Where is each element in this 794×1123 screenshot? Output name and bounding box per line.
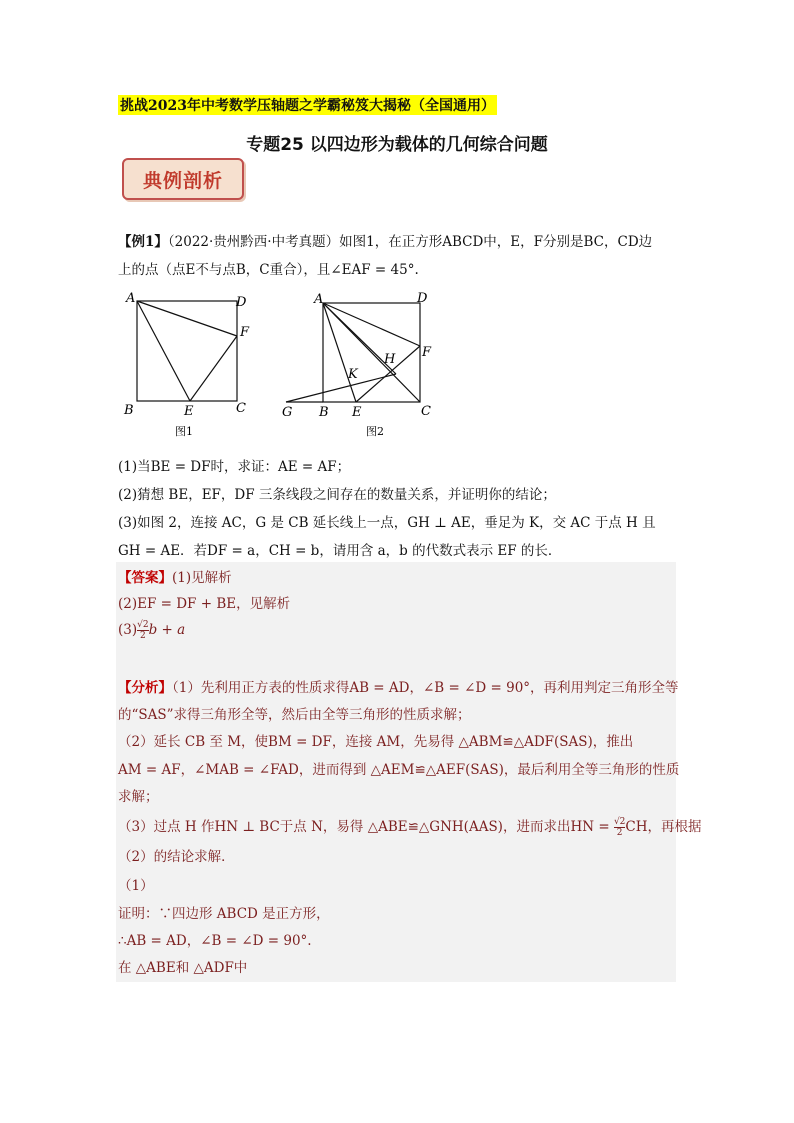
analysis-2a: （2）延长 CB 至 M，使BM = DF，连接 AM，先易得 △ABM≌△ADF(SAS)，推出	[118, 734, 634, 750]
fig2-label-e: E	[352, 405, 362, 420]
answer-3-fraction-den: 2	[139, 631, 146, 641]
fig2-label-d: D	[417, 291, 428, 306]
analysis-1a-text: （1）先利用正方表的性质求得AB = AD，∠B = ∠D = 90°，再利用判定三角形全等	[172, 680, 679, 696]
analysis-3a-fraction-num: √2	[613, 817, 626, 827]
header-prefix: 挑战	[120, 98, 148, 114]
answer-3	[118, 620, 185, 641]
fig2-label-g: G	[282, 405, 293, 420]
analysis-3a-post: CH，再根据	[625, 819, 702, 835]
analysis-3a-fraction-den: 2	[616, 828, 623, 838]
problem-label: 【例1】	[118, 234, 168, 250]
analysis-2b: AM = AF，∠MAB = ∠FAD，进而得到 △AEM≌△AEF(SAS)，最后利用全等三角形的性质	[118, 762, 680, 778]
series-header	[118, 95, 497, 115]
fig2-label-h: H	[384, 352, 396, 367]
answer-3-fraction-num: √2	[137, 620, 149, 630]
fig1-caption: 图1	[175, 425, 193, 438]
fig1-label-f: F	[240, 325, 250, 340]
section-banner	[122, 158, 244, 200]
question-3-cont: GH = AE．若DF = a，CH = b，请用含 a，b 的代数式表示 EF 的长．	[118, 543, 562, 559]
answer-3-fraction	[137, 620, 148, 641]
analysis-3a	[118, 815, 702, 838]
answer-2: (2)EF = DF + BE，见解析	[118, 596, 291, 612]
fig1-label-a: A	[126, 291, 136, 306]
problem-line1: 如图1，在正方形ABCD中，E，F分别是BC，CD边	[339, 234, 653, 250]
analysis-3a-pre: （3）过点 H 作HN ⊥ BC于点 N，易得 △ABE≌△GNH(AAS)，进而求出HN =	[118, 819, 614, 835]
analysis-2c: 求解；	[118, 789, 159, 805]
analysis-3a-fraction	[614, 817, 625, 838]
answer-label: 【答案】	[118, 570, 172, 586]
solution-step-2: 证明：∵四边形 ABCD 是正方形，	[118, 906, 330, 922]
analysis-1a	[118, 676, 679, 696]
fig1-label-c: C	[236, 401, 246, 416]
answer-1-text: (1)见解析	[172, 570, 232, 586]
question-3: (3)如图 2，连接 AC，G 是 CB 延长线上一点，GH ⊥ AE，垂足为 K，交 AC 于点 H 且	[118, 515, 656, 531]
fig2-caption: 图2	[366, 425, 384, 438]
solution-step-3: ∴AB = AD，∠B = ∠D = 90°.	[118, 933, 312, 949]
problem-source: （2022·贵州黔西·中考真题）	[167, 234, 340, 250]
page-title: 专题25 以四边形为载体的几何综合问题	[246, 135, 548, 155]
question-1: (1)当BE = DF时，求证：AE = AF；	[118, 459, 351, 475]
fig2-label-c: C	[421, 404, 431, 419]
answer-3-suffix: b + a	[148, 622, 186, 638]
solution-step-1: （1）	[118, 878, 154, 894]
fig2-label-b: B	[319, 405, 329, 420]
problem-statement	[118, 228, 674, 284]
answer-3-prefix: (3)	[118, 622, 138, 638]
header-year: 2023	[148, 98, 187, 114]
fig1-label-e: E	[184, 404, 194, 419]
analysis-1b: 的“SAS”求得三角形全等，然后由全等三角形的性质求解；	[118, 707, 471, 723]
problem-line2: 上的点（点E不与点B，C重合），且∠EAF = 45°.	[118, 262, 419, 278]
header-suffix: 年中考数学压轴题之学霸秘笈大揭秘（全国通用）	[186, 98, 495, 114]
figure-1	[118, 290, 258, 440]
solution-step-4: 在 △ABE和 △ADF中	[118, 960, 248, 976]
analysis-3b: （2）的结论求解．	[118, 849, 235, 865]
section-label: 典例剖析	[142, 169, 223, 192]
fig2-label-f: F	[422, 345, 432, 360]
analysis-label: 【分析】	[118, 680, 172, 696]
answer-1	[118, 566, 232, 586]
figure-2	[280, 290, 445, 440]
fig1-label-b: B	[124, 403, 134, 418]
question-2: (2)猜想 BE，EF，DF 三条线段之间存在的数量关系，并证明你的结论；	[118, 487, 556, 503]
fig2-label-k: K	[348, 367, 358, 382]
fig1-label-d: D	[236, 295, 247, 310]
fig2-label-a: A	[314, 292, 324, 307]
